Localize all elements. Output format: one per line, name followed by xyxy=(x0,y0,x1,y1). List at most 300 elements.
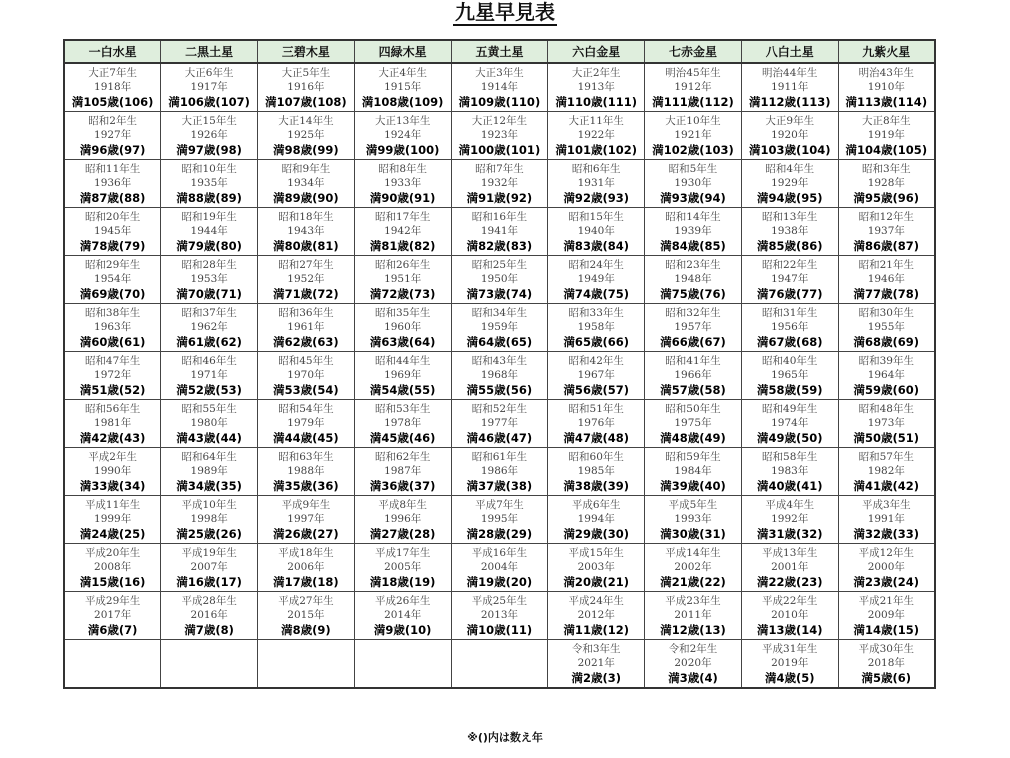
western-year: 1939年 xyxy=(674,224,712,237)
age-label: 満61歳(62) xyxy=(176,334,242,349)
birth-year-cell xyxy=(645,496,742,544)
age-label: 満18歳(19) xyxy=(369,574,436,589)
western-year: 1960年 xyxy=(384,320,422,333)
western-year: 1963年 xyxy=(94,320,132,333)
birth-year-cell xyxy=(741,544,838,592)
age-label: 満105歳(106) xyxy=(71,94,154,109)
birth-year-cell xyxy=(741,496,838,544)
era-label: 平成29年生 xyxy=(84,594,141,607)
era-label: 大正12年生 xyxy=(471,114,528,127)
era-label: 昭和32年生 xyxy=(665,306,721,319)
era-label: 大正6年生 xyxy=(184,66,234,79)
birth-year-cell xyxy=(838,160,935,208)
age-label: 満3歳(4) xyxy=(668,670,718,685)
western-year: 1915年 xyxy=(384,80,422,93)
birth-year-cell xyxy=(451,160,548,208)
age-label: 満102歳(103) xyxy=(652,142,734,157)
western-year: 1959年 xyxy=(480,320,519,333)
western-year: 1924年 xyxy=(384,128,422,141)
western-year: 1984年 xyxy=(674,464,712,477)
age-label: 満86歳(87) xyxy=(853,238,920,253)
era-label: 平成3年生 xyxy=(861,498,911,511)
era-label: 昭和12年生 xyxy=(858,210,914,223)
birth-year-cell xyxy=(161,448,258,496)
era-label: 昭和57年生 xyxy=(858,450,914,463)
era-label: 昭和29年生 xyxy=(84,258,141,271)
era-label: 平成26年生 xyxy=(374,594,431,607)
western-year: 1931年 xyxy=(577,176,615,189)
birth-year-cell xyxy=(451,304,548,352)
era-label: 昭和54年生 xyxy=(278,402,334,415)
western-year: 1989年 xyxy=(190,464,228,477)
western-year: 1914年 xyxy=(480,80,519,93)
era-label: 昭和39年生 xyxy=(858,354,914,367)
age-label: 満99歳(100) xyxy=(365,142,440,157)
age-label: 満53歳(54) xyxy=(273,382,339,397)
western-year: 1973年 xyxy=(867,416,905,429)
western-year: 1967年 xyxy=(577,368,615,381)
age-label: 満24歳(25) xyxy=(79,526,146,541)
era-label: 平成7年生 xyxy=(475,498,524,511)
birth-year-cell xyxy=(645,304,742,352)
birth-year-cell xyxy=(645,544,742,592)
western-year: 1930年 xyxy=(674,176,712,189)
birth-year-cell xyxy=(741,400,838,448)
birth-year-cell xyxy=(64,400,161,448)
western-year: 1954年 xyxy=(94,272,132,285)
era-label: 昭和36年生 xyxy=(278,306,334,319)
age-label: 満77歳(78) xyxy=(853,286,920,301)
table-row xyxy=(64,448,935,496)
western-year: 1947年 xyxy=(771,272,809,285)
birth-year-cell xyxy=(645,63,742,112)
birth-year-cell xyxy=(354,304,451,352)
western-year: 1956年 xyxy=(771,320,809,333)
era-label: 昭和45年生 xyxy=(278,354,334,367)
birth-year-cell xyxy=(645,160,742,208)
birth-year-cell xyxy=(354,400,451,448)
star-header: 一白水星 xyxy=(64,40,161,63)
era-label: 平成2年生 xyxy=(88,450,137,463)
age-label: 満81歳(82) xyxy=(369,238,436,253)
age-label: 満71歳(72) xyxy=(273,286,339,301)
era-label: 昭和37年生 xyxy=(181,306,237,319)
birth-year-cell xyxy=(354,496,451,544)
era-label: 大正4年生 xyxy=(378,66,428,79)
western-year: 2011年 xyxy=(674,608,712,621)
birth-year-cell xyxy=(548,496,645,544)
era-label: 平成30年生 xyxy=(858,642,914,655)
birth-year-cell xyxy=(838,256,935,304)
western-year: 2013年 xyxy=(480,608,519,621)
era-label: 平成14年生 xyxy=(665,546,721,559)
era-label: 大正13年生 xyxy=(374,114,431,127)
western-year: 1912年 xyxy=(674,80,712,93)
western-year: 1918年 xyxy=(94,80,132,93)
era-label: 昭和38年生 xyxy=(84,306,141,319)
birth-year-cell xyxy=(741,640,838,689)
era-label: 大正11年生 xyxy=(568,114,624,127)
birth-year-cell xyxy=(838,304,935,352)
western-year: 2005年 xyxy=(384,560,422,573)
era-label: 明治44年生 xyxy=(762,66,818,79)
birth-year-cell xyxy=(64,352,161,400)
age-label: 満10歳(11) xyxy=(466,622,533,637)
western-year: 1968年 xyxy=(480,368,519,381)
era-label: 平成20年生 xyxy=(84,546,141,559)
era-label: 昭和18年生 xyxy=(278,210,334,223)
age-label: 満85歳(86) xyxy=(756,238,823,253)
western-year: 1933年 xyxy=(384,176,422,189)
empty-cell xyxy=(258,640,355,689)
age-label: 満8歳(9) xyxy=(281,622,331,637)
birth-year-cell xyxy=(258,352,355,400)
age-label: 満58歳(59) xyxy=(756,382,823,397)
age-label: 満93歳(94) xyxy=(660,190,726,205)
age-label: 満17歳(18) xyxy=(273,574,339,589)
birth-year-cell xyxy=(161,112,258,160)
age-label: 満56歳(57) xyxy=(563,382,629,397)
era-label: 昭和24年生 xyxy=(568,258,624,271)
western-year: 2018年 xyxy=(867,656,905,669)
footnote: ※()内は数え年 xyxy=(467,731,543,744)
western-year: 1935年 xyxy=(190,176,228,189)
era-label: 平成5年生 xyxy=(668,498,718,511)
western-year: 2008年 xyxy=(94,560,132,573)
western-year: 1913年 xyxy=(577,80,615,93)
birth-year-cell xyxy=(64,208,161,256)
western-year: 1943年 xyxy=(287,224,325,237)
birth-year-cell xyxy=(548,160,645,208)
age-label: 満55歳(56) xyxy=(466,382,533,397)
star-header: 三碧木星 xyxy=(258,40,355,63)
era-label: 昭和26年生 xyxy=(374,258,431,271)
western-year: 1983年 xyxy=(771,464,809,477)
western-year: 1995年 xyxy=(480,512,519,525)
age-label: 満16歳(17) xyxy=(176,574,242,589)
birth-year-cell xyxy=(548,63,645,112)
western-year: 1946年 xyxy=(867,272,905,285)
era-label: 平成21年生 xyxy=(858,594,914,607)
era-label: 大正7年生 xyxy=(88,66,137,79)
table-row xyxy=(64,544,935,592)
western-year: 1910年 xyxy=(867,80,905,93)
age-label: 満65歳(66) xyxy=(563,334,629,349)
western-year: 1988年 xyxy=(287,464,325,477)
western-year: 1961年 xyxy=(287,320,325,333)
western-year: 2017年 xyxy=(94,608,132,621)
age-label: 満38歳(39) xyxy=(563,478,629,493)
star-header: 五黄土星 xyxy=(451,40,548,63)
western-year: 1975年 xyxy=(674,416,712,429)
age-label: 満48歳(49) xyxy=(660,430,726,445)
age-label: 満11歳(12) xyxy=(563,622,629,637)
era-label: 昭和58年生 xyxy=(762,450,818,463)
birth-year-cell xyxy=(451,400,548,448)
birth-year-cell xyxy=(741,63,838,112)
age-label: 満68歳(69) xyxy=(853,334,920,349)
age-label: 満74歳(75) xyxy=(563,286,629,301)
era-label: 昭和13年生 xyxy=(762,210,818,223)
western-year: 1981年 xyxy=(94,416,132,429)
age-label: 満70歳(71) xyxy=(176,286,242,301)
era-label: 昭和25年生 xyxy=(471,258,528,271)
age-label: 満80歳(81) xyxy=(273,238,339,253)
era-label: 令和2年生 xyxy=(668,642,718,655)
birth-year-cell xyxy=(258,448,355,496)
kyusei-table xyxy=(63,39,936,689)
table-row xyxy=(64,112,935,160)
age-label: 満43歳(44) xyxy=(176,430,242,445)
era-label: 昭和14年生 xyxy=(665,210,721,223)
age-label: 満30歳(31) xyxy=(660,526,726,541)
era-label: 昭和9年生 xyxy=(281,162,331,175)
table-row xyxy=(64,400,935,448)
age-label: 満45歳(46) xyxy=(369,430,436,445)
birth-year-cell xyxy=(741,112,838,160)
star-header: 九紫火星 xyxy=(838,40,935,63)
western-year: 2012年 xyxy=(577,608,615,621)
era-label: 明治45年生 xyxy=(665,66,721,79)
birth-year-cell xyxy=(451,544,548,592)
age-label: 満66歳(67) xyxy=(660,334,726,349)
era-label: 昭和33年生 xyxy=(568,306,624,319)
era-label: 大正2年生 xyxy=(571,66,621,79)
era-label: 昭和40年生 xyxy=(762,354,818,367)
page-title-text: 九星早見表 xyxy=(455,0,555,24)
western-year: 1996年 xyxy=(384,512,422,525)
era-label: 昭和47年生 xyxy=(84,354,141,367)
birth-year-cell xyxy=(838,640,935,689)
age-label: 満42歳(43) xyxy=(79,430,146,445)
age-label: 満51歳(52) xyxy=(79,382,146,397)
era-label: 平成15年生 xyxy=(568,546,624,559)
birth-year-cell xyxy=(161,352,258,400)
birth-year-cell xyxy=(161,496,258,544)
era-label: 昭和59年生 xyxy=(665,450,721,463)
western-year: 1990年 xyxy=(94,464,132,477)
age-label: 満28歳(29) xyxy=(466,526,533,541)
era-label: 昭和44年生 xyxy=(374,354,431,367)
western-year: 1940年 xyxy=(577,224,615,237)
birth-year-cell xyxy=(161,592,258,640)
era-label: 昭和7年生 xyxy=(475,162,524,175)
era-label: 明治43年生 xyxy=(858,66,914,79)
era-label: 昭和60年生 xyxy=(568,450,624,463)
era-label: 平成11年生 xyxy=(84,498,141,511)
age-label: 満106歳(107) xyxy=(168,94,250,109)
era-label: 昭和34年生 xyxy=(471,306,528,319)
table-row xyxy=(64,160,935,208)
age-label: 満31歳(32) xyxy=(756,526,823,541)
birth-year-cell xyxy=(741,352,838,400)
birth-year-cell xyxy=(258,112,355,160)
western-year: 1980年 xyxy=(190,416,228,429)
era-label: 昭和61年生 xyxy=(471,450,528,463)
age-label: 満44歳(45) xyxy=(273,430,339,445)
western-year: 2009年 xyxy=(867,608,905,621)
age-label: 満9歳(10) xyxy=(373,622,432,637)
birth-year-cell xyxy=(838,496,935,544)
western-year: 1926年 xyxy=(190,128,228,141)
birth-year-cell xyxy=(354,112,451,160)
age-label: 満104歳(105) xyxy=(845,142,928,157)
era-label: 平成31年生 xyxy=(762,642,818,655)
western-year: 1934年 xyxy=(287,176,325,189)
western-year: 1945年 xyxy=(94,224,132,237)
era-label: 大正8年生 xyxy=(861,114,911,127)
era-label: 昭和64年生 xyxy=(181,450,237,463)
birth-year-cell xyxy=(161,544,258,592)
era-label: 昭和8年生 xyxy=(378,162,428,175)
birth-year-cell xyxy=(161,160,258,208)
birth-year-cell xyxy=(548,448,645,496)
birth-year-cell xyxy=(548,352,645,400)
birth-year-cell xyxy=(258,208,355,256)
era-label: 大正15年生 xyxy=(181,114,237,127)
era-label: 大正5年生 xyxy=(281,66,331,79)
birth-year-cell xyxy=(645,592,742,640)
western-year: 1925年 xyxy=(287,128,325,141)
age-label: 満107歳(108) xyxy=(265,94,347,109)
era-label: 昭和53年生 xyxy=(374,402,431,415)
age-label: 満33歳(34) xyxy=(79,478,146,493)
western-year: 1958年 xyxy=(577,320,615,333)
birth-year-cell xyxy=(161,256,258,304)
western-year: 1929年 xyxy=(771,176,809,189)
age-label: 満59歳(60) xyxy=(853,382,920,397)
table-body xyxy=(64,63,935,688)
era-label: 平成24年生 xyxy=(568,594,624,607)
birth-year-cell xyxy=(741,256,838,304)
era-label: 平成22年生 xyxy=(762,594,818,607)
age-label: 満41歳(42) xyxy=(853,478,920,493)
western-year: 1986年 xyxy=(480,464,519,477)
era-label: 昭和30年生 xyxy=(858,306,914,319)
birth-year-cell xyxy=(64,160,161,208)
empty-cell xyxy=(354,640,451,689)
western-year: 1942年 xyxy=(384,224,422,237)
era-label: 平成25年生 xyxy=(471,594,528,607)
birth-year-cell xyxy=(354,352,451,400)
birth-year-cell xyxy=(548,304,645,352)
western-year: 1936年 xyxy=(94,176,132,189)
birth-year-cell xyxy=(258,256,355,304)
era-label: 平成17年生 xyxy=(374,546,431,559)
birth-year-cell xyxy=(258,304,355,352)
birth-year-cell xyxy=(451,496,548,544)
western-year: 1976年 xyxy=(577,416,615,429)
era-label: 平成16年生 xyxy=(471,546,528,559)
age-label: 満36歳(37) xyxy=(369,478,436,493)
age-label: 満98歳(99) xyxy=(273,142,339,157)
star-header: 四緑木星 xyxy=(354,40,451,63)
western-year: 1928年 xyxy=(867,176,905,189)
age-label: 満4歳(5) xyxy=(764,670,815,685)
era-label: 昭和43年生 xyxy=(471,354,528,367)
age-label: 満6歳(7) xyxy=(87,622,138,637)
birth-year-cell xyxy=(548,592,645,640)
birth-year-cell xyxy=(64,448,161,496)
western-year: 1970年 xyxy=(287,368,325,381)
western-year: 2016年 xyxy=(190,608,228,621)
header-row xyxy=(64,40,935,63)
era-label: 平成23年生 xyxy=(665,594,721,607)
age-label: 満26歳(27) xyxy=(273,526,339,541)
table-row xyxy=(64,208,935,256)
birth-year-cell xyxy=(354,160,451,208)
age-label: 満57歳(58) xyxy=(660,382,726,397)
age-label: 満79歳(80) xyxy=(176,238,242,253)
western-year: 1971年 xyxy=(190,368,228,381)
age-label: 満69歳(70) xyxy=(79,286,146,301)
era-label: 大正9年生 xyxy=(765,114,815,127)
birth-year-cell xyxy=(258,592,355,640)
birth-year-cell xyxy=(741,208,838,256)
birth-year-cell xyxy=(451,448,548,496)
age-label: 満110歳(111) xyxy=(555,94,637,109)
age-label: 満97歳(98) xyxy=(176,142,242,157)
era-label: 平成13年生 xyxy=(762,546,818,559)
age-label: 満88歳(89) xyxy=(176,190,242,205)
western-year: 2019年 xyxy=(771,656,809,669)
birth-year-cell xyxy=(64,496,161,544)
era-label: 昭和28年生 xyxy=(181,258,237,271)
era-label: 昭和52年生 xyxy=(471,402,528,415)
western-year: 2003年 xyxy=(577,560,615,573)
western-year: 2002年 xyxy=(674,560,712,573)
star-header: 六白金星 xyxy=(548,40,645,63)
western-year: 1997年 xyxy=(287,512,325,525)
birth-year-cell xyxy=(838,400,935,448)
era-label: 平成19年生 xyxy=(181,546,237,559)
table-row xyxy=(64,63,935,112)
era-label: 昭和41年生 xyxy=(665,354,721,367)
birth-year-cell xyxy=(741,304,838,352)
age-label: 満63歳(64) xyxy=(369,334,436,349)
age-label: 満37歳(38) xyxy=(466,478,533,493)
age-label: 満15歳(16) xyxy=(79,574,146,589)
table-row xyxy=(64,352,935,400)
era-label: 昭和23年生 xyxy=(665,258,721,271)
age-label: 満12歳(13) xyxy=(660,622,726,637)
age-label: 満35歳(36) xyxy=(273,478,339,493)
star-header: 二黒土星 xyxy=(161,40,258,63)
birth-year-cell xyxy=(258,160,355,208)
age-label: 満101歳(102) xyxy=(555,142,637,157)
western-year: 1991年 xyxy=(867,512,905,525)
age-label: 満78歳(79) xyxy=(79,238,146,253)
birth-year-cell xyxy=(258,63,355,112)
birth-year-cell xyxy=(64,304,161,352)
western-year: 1974年 xyxy=(771,416,809,429)
age-label: 満52歳(53) xyxy=(176,382,242,397)
page-title xyxy=(0,0,1010,24)
western-year: 2001年 xyxy=(771,560,809,573)
birth-year-cell xyxy=(354,592,451,640)
birth-year-cell xyxy=(451,208,548,256)
age-label: 満103歳(104) xyxy=(748,142,831,157)
age-label: 満82歳(83) xyxy=(466,238,533,253)
birth-year-cell xyxy=(645,400,742,448)
western-year: 2010年 xyxy=(771,608,809,621)
birth-year-cell xyxy=(838,544,935,592)
western-year: 1962年 xyxy=(190,320,228,333)
birth-year-cell xyxy=(451,592,548,640)
era-label: 昭和51年生 xyxy=(568,402,624,415)
western-year: 2004年 xyxy=(480,560,519,573)
western-year: 1941年 xyxy=(480,224,519,237)
